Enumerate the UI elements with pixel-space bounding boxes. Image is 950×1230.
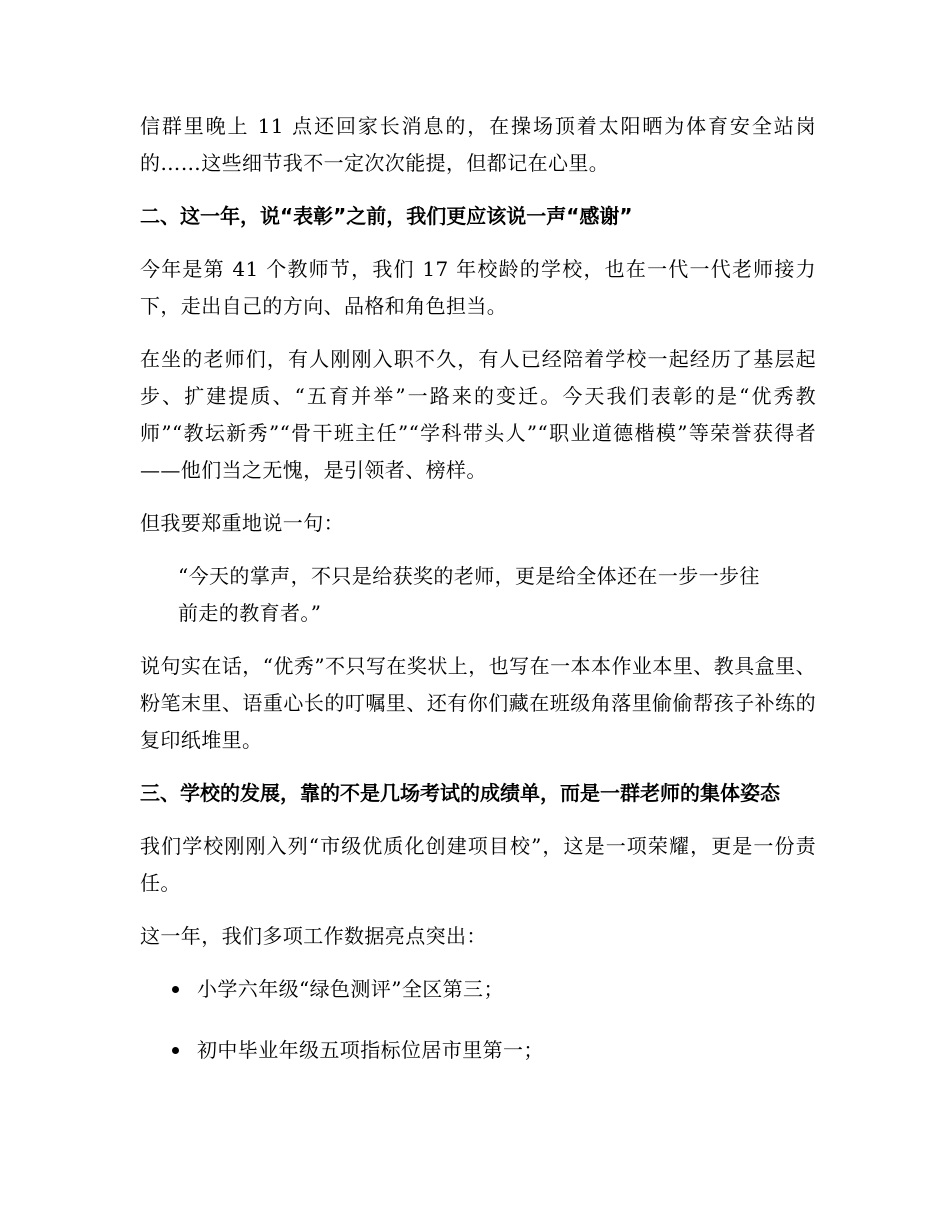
document-page (140, 108, 816, 1093)
section2-quote: “今天的掌声，不只是给获奖的老师，更是给全体还在一步一步往前走的教育者。” (178, 564, 760, 625)
intro-paragraph: 信群里晚上 11 点还回家长消息的，在操场顶着太阳晒为体育安全站岗的……这些细节我不一定次次能提，但都记在心里。 (140, 114, 816, 175)
highlights-list (140, 971, 816, 1069)
section2-paragraph-3: 但我要郑重地说一句： (140, 511, 344, 535)
list-item (140, 1032, 816, 1069)
section2-heading: 二、这一年，说“表彰”之前，我们更应该说一声“感谢” (140, 204, 633, 228)
list-item (140, 971, 816, 1008)
section3-paragraph-1: 我们学校刚刚入列“市级优质化创建项目校”，这是一项荣耀，更是一份责任。 (140, 834, 816, 895)
section2-paragraph-1: 今年是第 41 个教师节，我们 17 年校龄的学校，也在一代一代老师接力下，走出自己的方向、品格和角色担当。 (140, 257, 816, 318)
section3-paragraph-2: 这一年，我们多项工作数据亮点突出： (140, 924, 487, 948)
section3-heading: 三、学校的发展，靠的不是几场考试的成绩单，而是一群老师的集体姿态 (140, 781, 780, 805)
section2-paragraph-2: 在坐的老师们，有人刚刚入职不久，有人已经陪着学校一起经历了基层起步、扩建提质、“五育并举”一路来的变迁。今天我们表彰的是“优秀教师”“教坛新秀”“骨干班主任”“学科带头人”“职业道德楷模”等荣誉获得者——他们当之无愧，是引领者、榜样。 (140, 347, 816, 482)
bullet-icon (172, 1047, 179, 1054)
section2-paragraph-4: 说句实在话，“优秀”不只写在奖状上，也写在一本本作业本里、教具盒里、粉笔末里、语重心长的叮嘱里、还有你们藏在班级角落里偷偷帮孩子补练的复印纸堆里。 (140, 654, 816, 752)
list-item-text: 初中毕业年级五项指标位居市里第一； (197, 1038, 544, 1062)
bullet-icon (172, 986, 179, 993)
list-item-text: 小学六年级“绿色测评”全区第三； (197, 977, 504, 1001)
